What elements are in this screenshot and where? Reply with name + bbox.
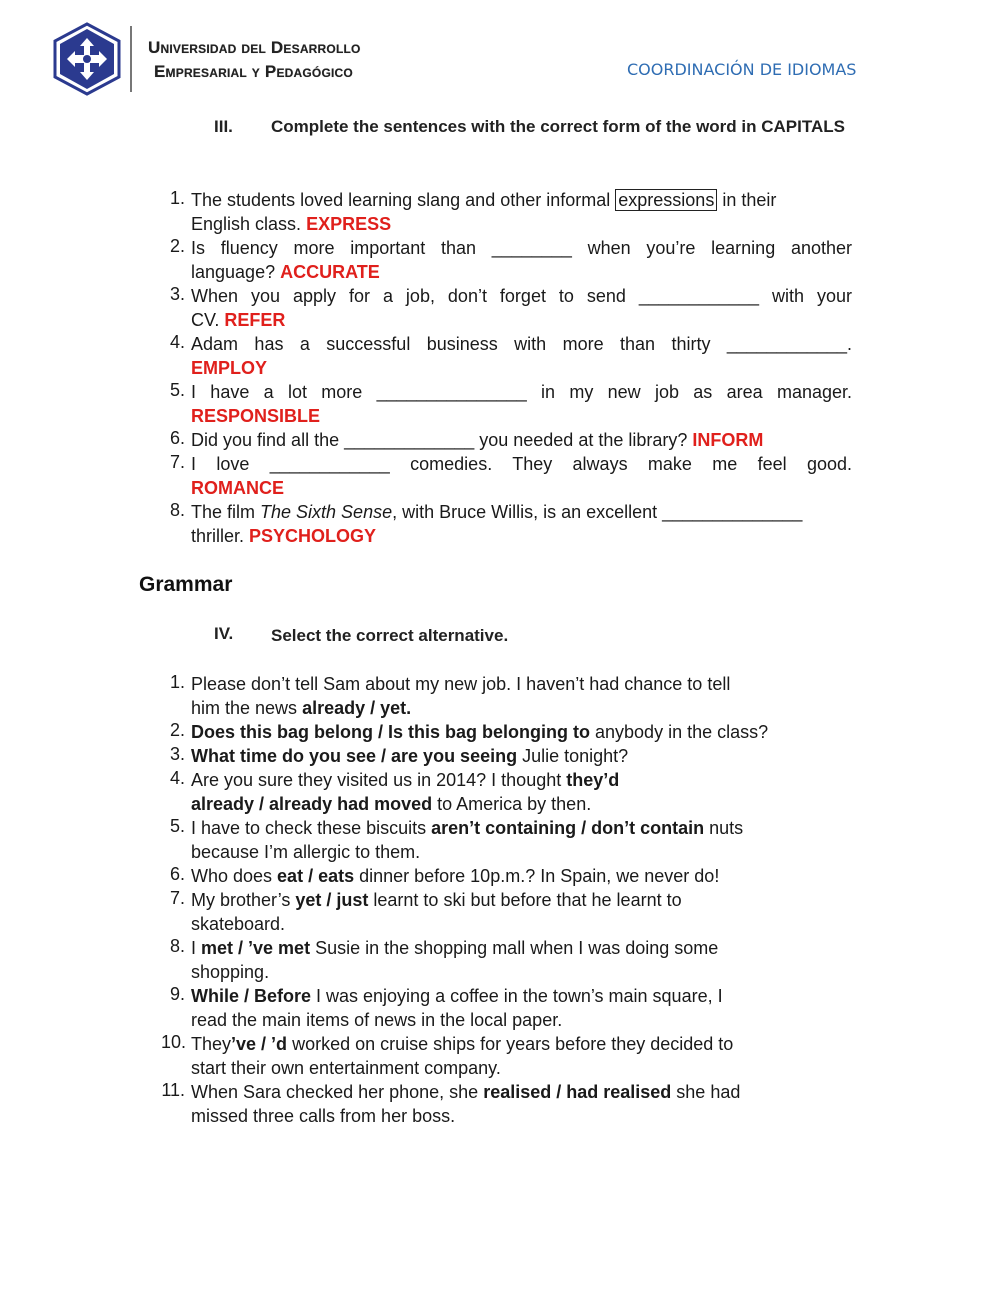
capital-word: REFER [224,310,286,330]
sentence-text: thriller. [191,526,250,546]
sentence-text: Is fluency more important than ________ when you’re learning another [191,238,852,258]
alternatives[interactable]: eat / eats [277,866,355,886]
sentence-text: I have a lot more _______________ in my new job as area manager. [191,382,852,402]
section-instruction: Complete the sentences with the correct form of the word in CAPITALS [271,117,845,136]
sentence-text: Are you sure they visited us in 2014? I thought [191,770,567,790]
header-divider [130,26,132,92]
alternatives[interactable]: already / already had moved [191,794,433,814]
sentence-text: shopping. [191,962,270,982]
item-number: 7. [169,452,185,472]
capital-word: ACCURATE [280,262,380,282]
capital-word: EXPRESS [306,214,392,234]
item-number: 5. [169,816,185,836]
alternatives[interactable]: met / ’ve met [201,938,311,958]
sentence-text: to America by then. [432,794,592,814]
section-number: IV. [214,624,234,643]
sentence-text: Julie tonight? [517,746,629,766]
alternatives[interactable]: While / Before [191,986,312,1006]
item-number: 10. [161,1032,187,1052]
sentence-text: skateboard. [191,914,286,934]
sentence-text: learnt to ski but before that he learnt to [368,890,682,910]
item-number: 2. [169,720,185,740]
section-number: III. [214,117,233,136]
item-number: 6. [169,428,185,448]
university-logo [50,22,124,96]
sentence-text: The film [191,502,261,522]
sentence-text: They [191,1034,232,1054]
item-number: 5. [169,380,185,400]
capital-word: RESPONSIBLE [191,406,321,426]
item-number: 6. [169,864,185,884]
sentence-text: in their [717,190,777,210]
item-number: 8. [169,500,185,520]
sentence-text: CV. [191,310,225,330]
item-number: 11. [161,1080,185,1100]
item-number: 1. [169,188,185,208]
item-number: 9. [169,984,185,1004]
item-number: 1. [169,672,185,692]
sentence-text: , with Bruce Willis, is an excellent ______________ [392,502,803,522]
sentence-text: English class. [191,214,307,234]
sentence-text: I love ____________ comedies. They always make me feel good. [191,454,852,474]
alternatives[interactable]: already / yet. [302,698,412,718]
alternatives[interactable]: yet / just [295,890,369,910]
film-title: The Sixth Sense [260,502,393,522]
alternatives[interactable]: What time do you see / are you seeing [191,746,518,766]
sentence-text: I was enjoying a coffee in the town’s main square, I [311,986,723,1006]
item-number: 8. [169,936,185,956]
sentence-text: worked on cruise ships for years before they decided to [287,1034,734,1054]
sentence-text: nuts [704,818,744,838]
sentence-text: because I’m allergic to them. [191,842,421,862]
item-number: 3. [169,284,185,304]
section-instruction: Select the correct alternative. [271,626,509,645]
university-name-line2: Empresarial y Pedagógico [154,62,353,81]
sentence-text: him the news [191,698,303,718]
sentence-text: When Sara checked her phone, she [191,1082,484,1102]
sentence-text: Adam has a successful business with more than thirty ____________. [191,334,852,354]
item-number: 3. [169,744,185,764]
sentence-text: The students loved learning slang and other informal [191,190,616,210]
capital-word: EMPLOY [191,358,268,378]
sentence-text: missed three calls from her boss. [191,1106,456,1126]
sentence-text: start their own entertainment company. [191,1058,501,1078]
university-name-line1: Universidad del Desarrollo [148,38,361,57]
sentence-text: Please don’t tell Sam about my new job. I haven’t had chance to tell [191,674,731,694]
sentence-bold: they’d [566,770,620,790]
sentence-text: Did you find all the _____________ you needed at the library? [191,430,693,450]
grammar-heading: Grammar [139,573,233,596]
capital-word: INFORM [692,430,764,450]
alternatives[interactable]: ’ve / ’d [231,1034,288,1054]
item-number: 4. [169,768,185,788]
sentence-text: Susie in the shopping mall when I was doing some [310,938,719,958]
sentence-text: When you apply for a job, don’t forget to send ____________ with your [191,286,852,306]
sentence-text: I [191,938,202,958]
item-number: 7. [169,888,185,908]
capital-word: ROMANCE [191,478,284,498]
sentence-text: My brother’s [191,890,296,910]
item-number: 4. [169,332,185,352]
sentence-text: language? [191,262,281,282]
department-label: COORDINACIÓN DE IDIOMAS [627,60,857,79]
capital-word: PSYCHOLOGY [249,526,377,546]
alternatives[interactable]: aren’t containing / don’t contain [431,818,705,838]
sentence-text: dinner before 10p.m.? In Spain, we never do! [354,866,720,886]
sentence-text: I have to check these biscuits [191,818,432,838]
alternatives[interactable]: realised / had realised [483,1082,672,1102]
item-number: 2. [169,236,185,256]
sentence-text: read the main items of news in the local paper. [191,1010,563,1030]
sentence-text: she had [671,1082,741,1102]
sentence-text: anybody in the class? [590,722,769,742]
sentence-text: Who does [191,866,278,886]
answer-box[interactable]: expressions [615,189,717,211]
alternatives[interactable]: Does this bag belong / Is this bag belonging to [191,722,591,742]
